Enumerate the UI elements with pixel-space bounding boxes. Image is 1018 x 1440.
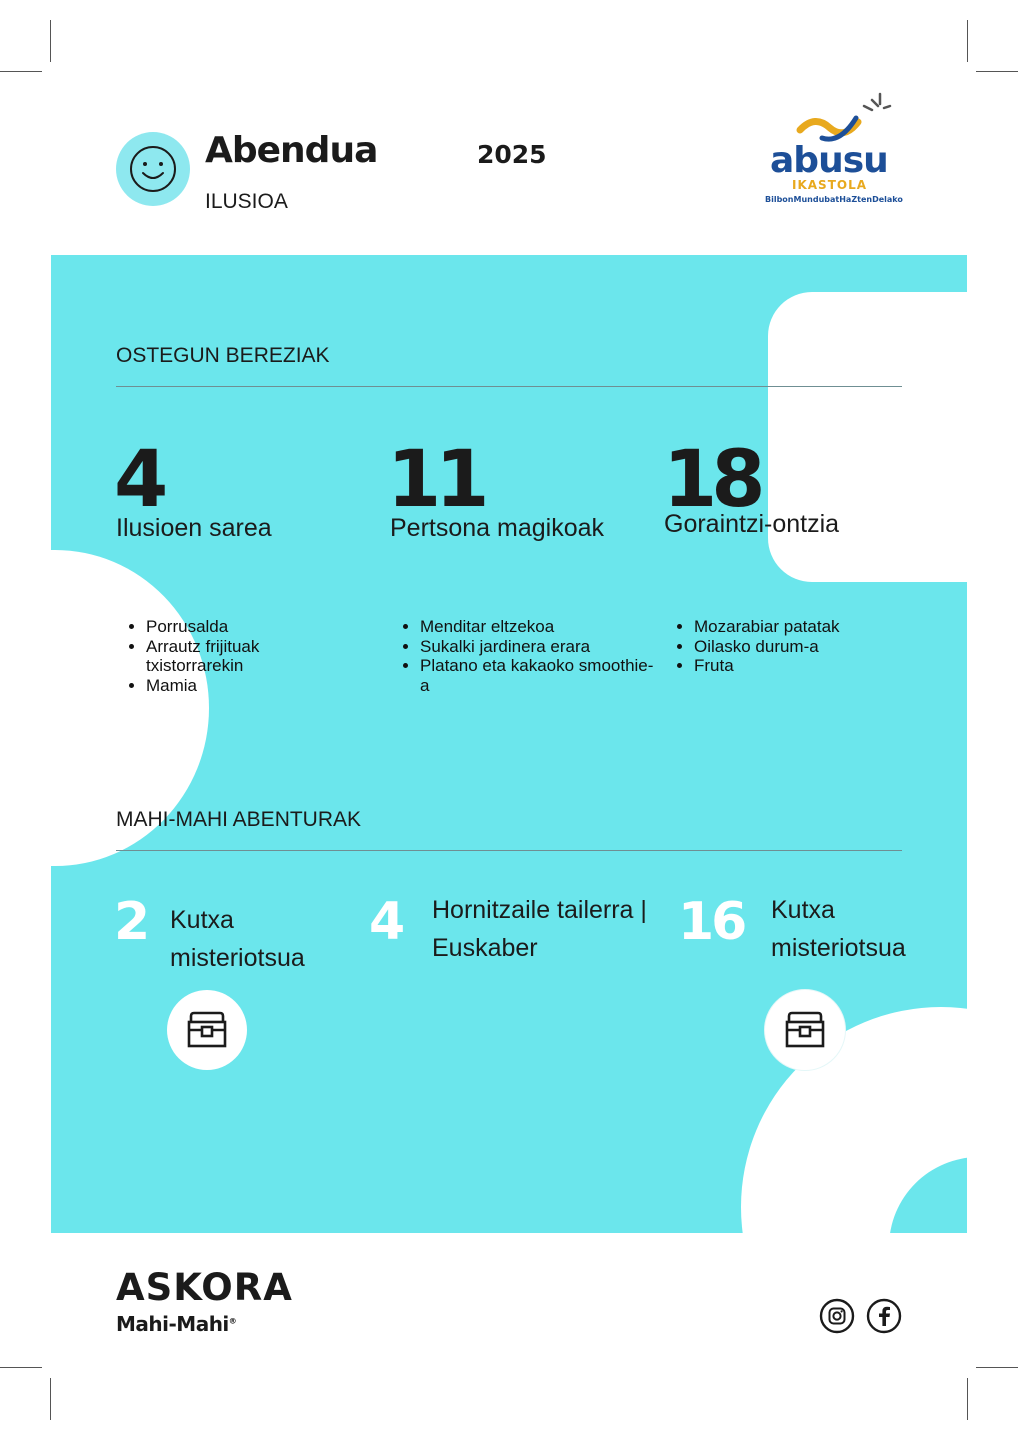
crop-mark (976, 1367, 1018, 1368)
adventure-title (170, 901, 370, 977)
logo-wordmark: abusu (770, 140, 888, 181)
day-number: 18 (663, 435, 760, 525)
menu-list (664, 617, 914, 676)
abusu-logo (760, 92, 910, 212)
list-item: • Platano eta kakaoko smoothie-a (420, 656, 660, 695)
list-item: • Mamia (146, 676, 336, 696)
brand-name: ASKORA (116, 1266, 293, 1309)
adventures-title: MAHI-MAHI ABENTURAK (116, 808, 362, 831)
theme-label: ILUSIOA (205, 190, 288, 213)
logo-subtitle: IKASTOLA (792, 178, 868, 192)
list-item: • Oilasko durum-a (694, 637, 914, 657)
list-item: • Mozarabiar patatak (694, 617, 914, 637)
facebook-icon[interactable] (866, 1298, 902, 1334)
crop-mark (967, 1378, 968, 1420)
month-title: Abendua (205, 130, 378, 171)
adventure-title-line: Hornitzaile tailerra | (432, 896, 647, 924)
crop-mark (0, 71, 42, 72)
list-item: • Arrautz frijituak txistorrarekin (146, 637, 336, 676)
adventure-day: 4 (369, 892, 403, 952)
adventure-title-line: Kutxa (771, 896, 835, 924)
menu-list (390, 617, 660, 695)
list-item: • Porrusalda (146, 617, 336, 637)
logo-tagline: BilbonMundubatHaZtenDelako (765, 195, 903, 204)
adventure-title-line: misteriotsua (771, 934, 906, 962)
crop-mark (0, 1367, 42, 1368)
smiley-face-icon (116, 132, 190, 206)
brand-subtitle (116, 1312, 236, 1336)
crop-mark (976, 71, 1018, 72)
adventure-title-line: misteriotsua (170, 944, 305, 972)
year-label: 2025 (477, 140, 547, 169)
crop-mark (50, 20, 51, 62)
adventure-title-line: Euskaber (432, 934, 538, 962)
adventure-day: 2 (114, 892, 148, 952)
instagram-icon[interactable] (819, 1298, 855, 1334)
adventure-title-line: Kutxa (170, 906, 234, 934)
day-number: 11 (387, 435, 484, 525)
crop-mark (967, 20, 968, 62)
list-item: • Fruta (694, 656, 914, 676)
list-item: • Sukalki jardinera erara (420, 637, 660, 657)
day-number: 4 (114, 435, 163, 525)
day-title: Goraintzi-ontzia (664, 510, 840, 538)
adventure-title (432, 891, 692, 967)
brand-subtitle-text: Mahi-Mahi (116, 1312, 229, 1336)
list-item: • Menditar eltzekoa (420, 617, 660, 637)
adventure-day: 16 (678, 892, 745, 952)
treasure-chest-icon (764, 989, 846, 1071)
divider (116, 386, 902, 387)
day-title: Pertsona magikoak (390, 514, 605, 542)
treasure-chest-icon (167, 990, 247, 1070)
adventure-title (771, 891, 951, 967)
menu-list (116, 617, 336, 695)
day-title: Ilusioen sarea (116, 514, 272, 542)
divider (116, 850, 902, 851)
thursdays-title: OSTEGUN BEREZIAK (116, 344, 330, 367)
crop-mark (50, 1378, 51, 1420)
registered-mark: ® (228, 1316, 237, 1326)
menu-panel (51, 255, 967, 1233)
